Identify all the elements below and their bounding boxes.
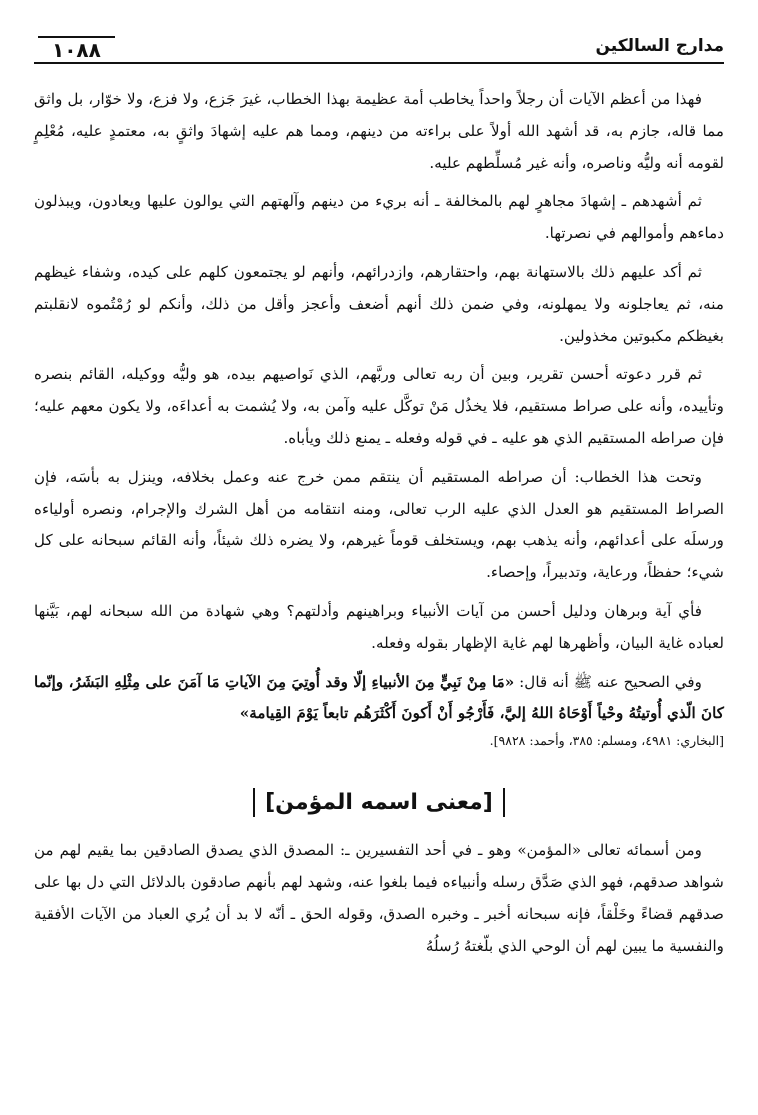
paragraph: فأي آية وبرهان ودليل أحسن من آيات الأنبياء وبراهينهم وأدلتهم؟ وهي شهادة من الله سبحانه لهم، بَيَّنها لعباده غاية البيان، وأظهرها لهم غاية الإظهار بقوله وفعله. bbox=[34, 601, 724, 652]
paragraph: فهذا من أعظم الآيات أن رجلاً واحداً يخاطب أمة عظيمة بهذا الخطاب، غيرَ جَزع، ولا فزع، ولا خوّار، بل واثق مما قاله، جازم به، قد أشهد الله أولاً على براءته من دينهم، ومما هم عليه إشهادَ واثقٍ به، معتمدٍ عليه، مُعْلِمٍ لقومه أنه وليُّه وناصره، وأنه غير مُسلِّطهم عليه. bbox=[34, 90, 724, 172]
page-number: ١٠٨٨ bbox=[38, 36, 115, 64]
section-title: [معنى اسمه المؤمن] bbox=[253, 788, 505, 817]
header-rule bbox=[34, 62, 724, 64]
paragraph: ثم أشهدهم ـ إشهادَ مجاهرٍ لهم بالمخالفة ـ أنه بريء من دينهم وآلهتهم التي يوالون عليها ويعادون، ويبذلون دماءهم وأموالهم في نصرتها. bbox=[34, 192, 724, 243]
page-content bbox=[34, 54, 724, 962]
hadith-reference: [البخاري: ٤٩٨١، ومسلم: ٣٨٥، وأحمد: ٩٨٢٨]. bbox=[489, 733, 724, 749]
paragraph: وتحت هذا الخطاب: أن صراطه المستقيم أن ينتقم ممن خرج عنه وعمل بخلافه، وينزل به بأسَه، فإن الصراط المستقيم هو العدل الذي عليه الرب تعالى، ومنه انتقامه من أهل الشرك والإجرام، ونصره أولياءه ورسلَه على أعدائهم، وأنه يذهب بهم، ويستخلف قوماً غيرهم، ولا يضره ذلك شيئاً، وأنه القائم سبحانه على كل شيء؛ حفظاً، ورعاية، وتدبيراً، وإحصاء. bbox=[34, 467, 724, 582]
section-paragraph: ومن أسمائه تعالى «المؤمن» وهو ـ في أحد التفسيرين ـ: المصدق الذي يصدق الصادقين بما يقيم لهم من شواهد صدقهم، فهو الذي صَدَّق رسله وأنبياءه فيما بلغوا عنه، وشهد لهم بأنهم صادقون بالدلائل التي دل بها على صدقهم قضاءً وخَلْقاً، فإنه سبحانه أخبر ـ وخبره الصدق، وقوله الحق ـ أنّه لا بد أن يُري العباد من الآيات الأفقية والنفسية ما يبين لهم أن الوحي الذي بلّغتهُ رُسلُهُ bbox=[34, 841, 724, 955]
hadith-intro: وفي الصحيح عنه ﷺ أنه قال: bbox=[514, 672, 702, 691]
book-title: مدارج السالكين bbox=[595, 36, 724, 56]
paragraph: ثم قرر دعوته أحسن تقرير، وبين أن ربه تعالى وربَّهم، الذي نَواصيهم بيده، هو وليُّه ووكيله، القائم بنصره وتأييده، وأنه على صراط مستقيم، فلا يخذُل مَنْ توكَّل عليه وآمن به، ولا يُشمت به أعداءَه، ولا يكون معهم عليه؛ فإن صراطه المستقيم الذي هو عليه ـ في قوله وفعله ـ يمنع ذلك ويأباه. bbox=[34, 365, 724, 447]
paragraph: ثم أكد عليهم ذلك بالاستهانة بهم، واحتقارهم، وازدرائهم، وأنهم لو يجتمعون كلهم على كيده، وشفاء غيظهم منه، ثم يعاجلونه ولا يمهلونه، وفي ضمن ذلك أنهم أضعف وأعجز وأقل من ذلك، وأنكم لو رُمْتُموه لانقلبتم بغيظكم مكبوتين مخذولين. bbox=[34, 262, 724, 345]
page-header bbox=[34, 0, 724, 62]
hadith-text: «مَا مِنْ نَبِيٍّ مِنَ الأنبياءِ إلّا وقد أُوتِيَ مِنَ الآياتِ مَا آمَنَ على مِثْلِهِ البَشَرُ، وإنّما كانَ الّذي أُوتيتُهُ وحْياً أَوْحَاهُ اللهُ إليَّ، فَأَرْجُو أَنْ أَكونَ أَكْثَرَهُم تابعاً يَوْمَ القِيامة» bbox=[34, 672, 724, 723]
section-heading bbox=[34, 788, 724, 817]
hadith-paragraph bbox=[34, 667, 724, 731]
